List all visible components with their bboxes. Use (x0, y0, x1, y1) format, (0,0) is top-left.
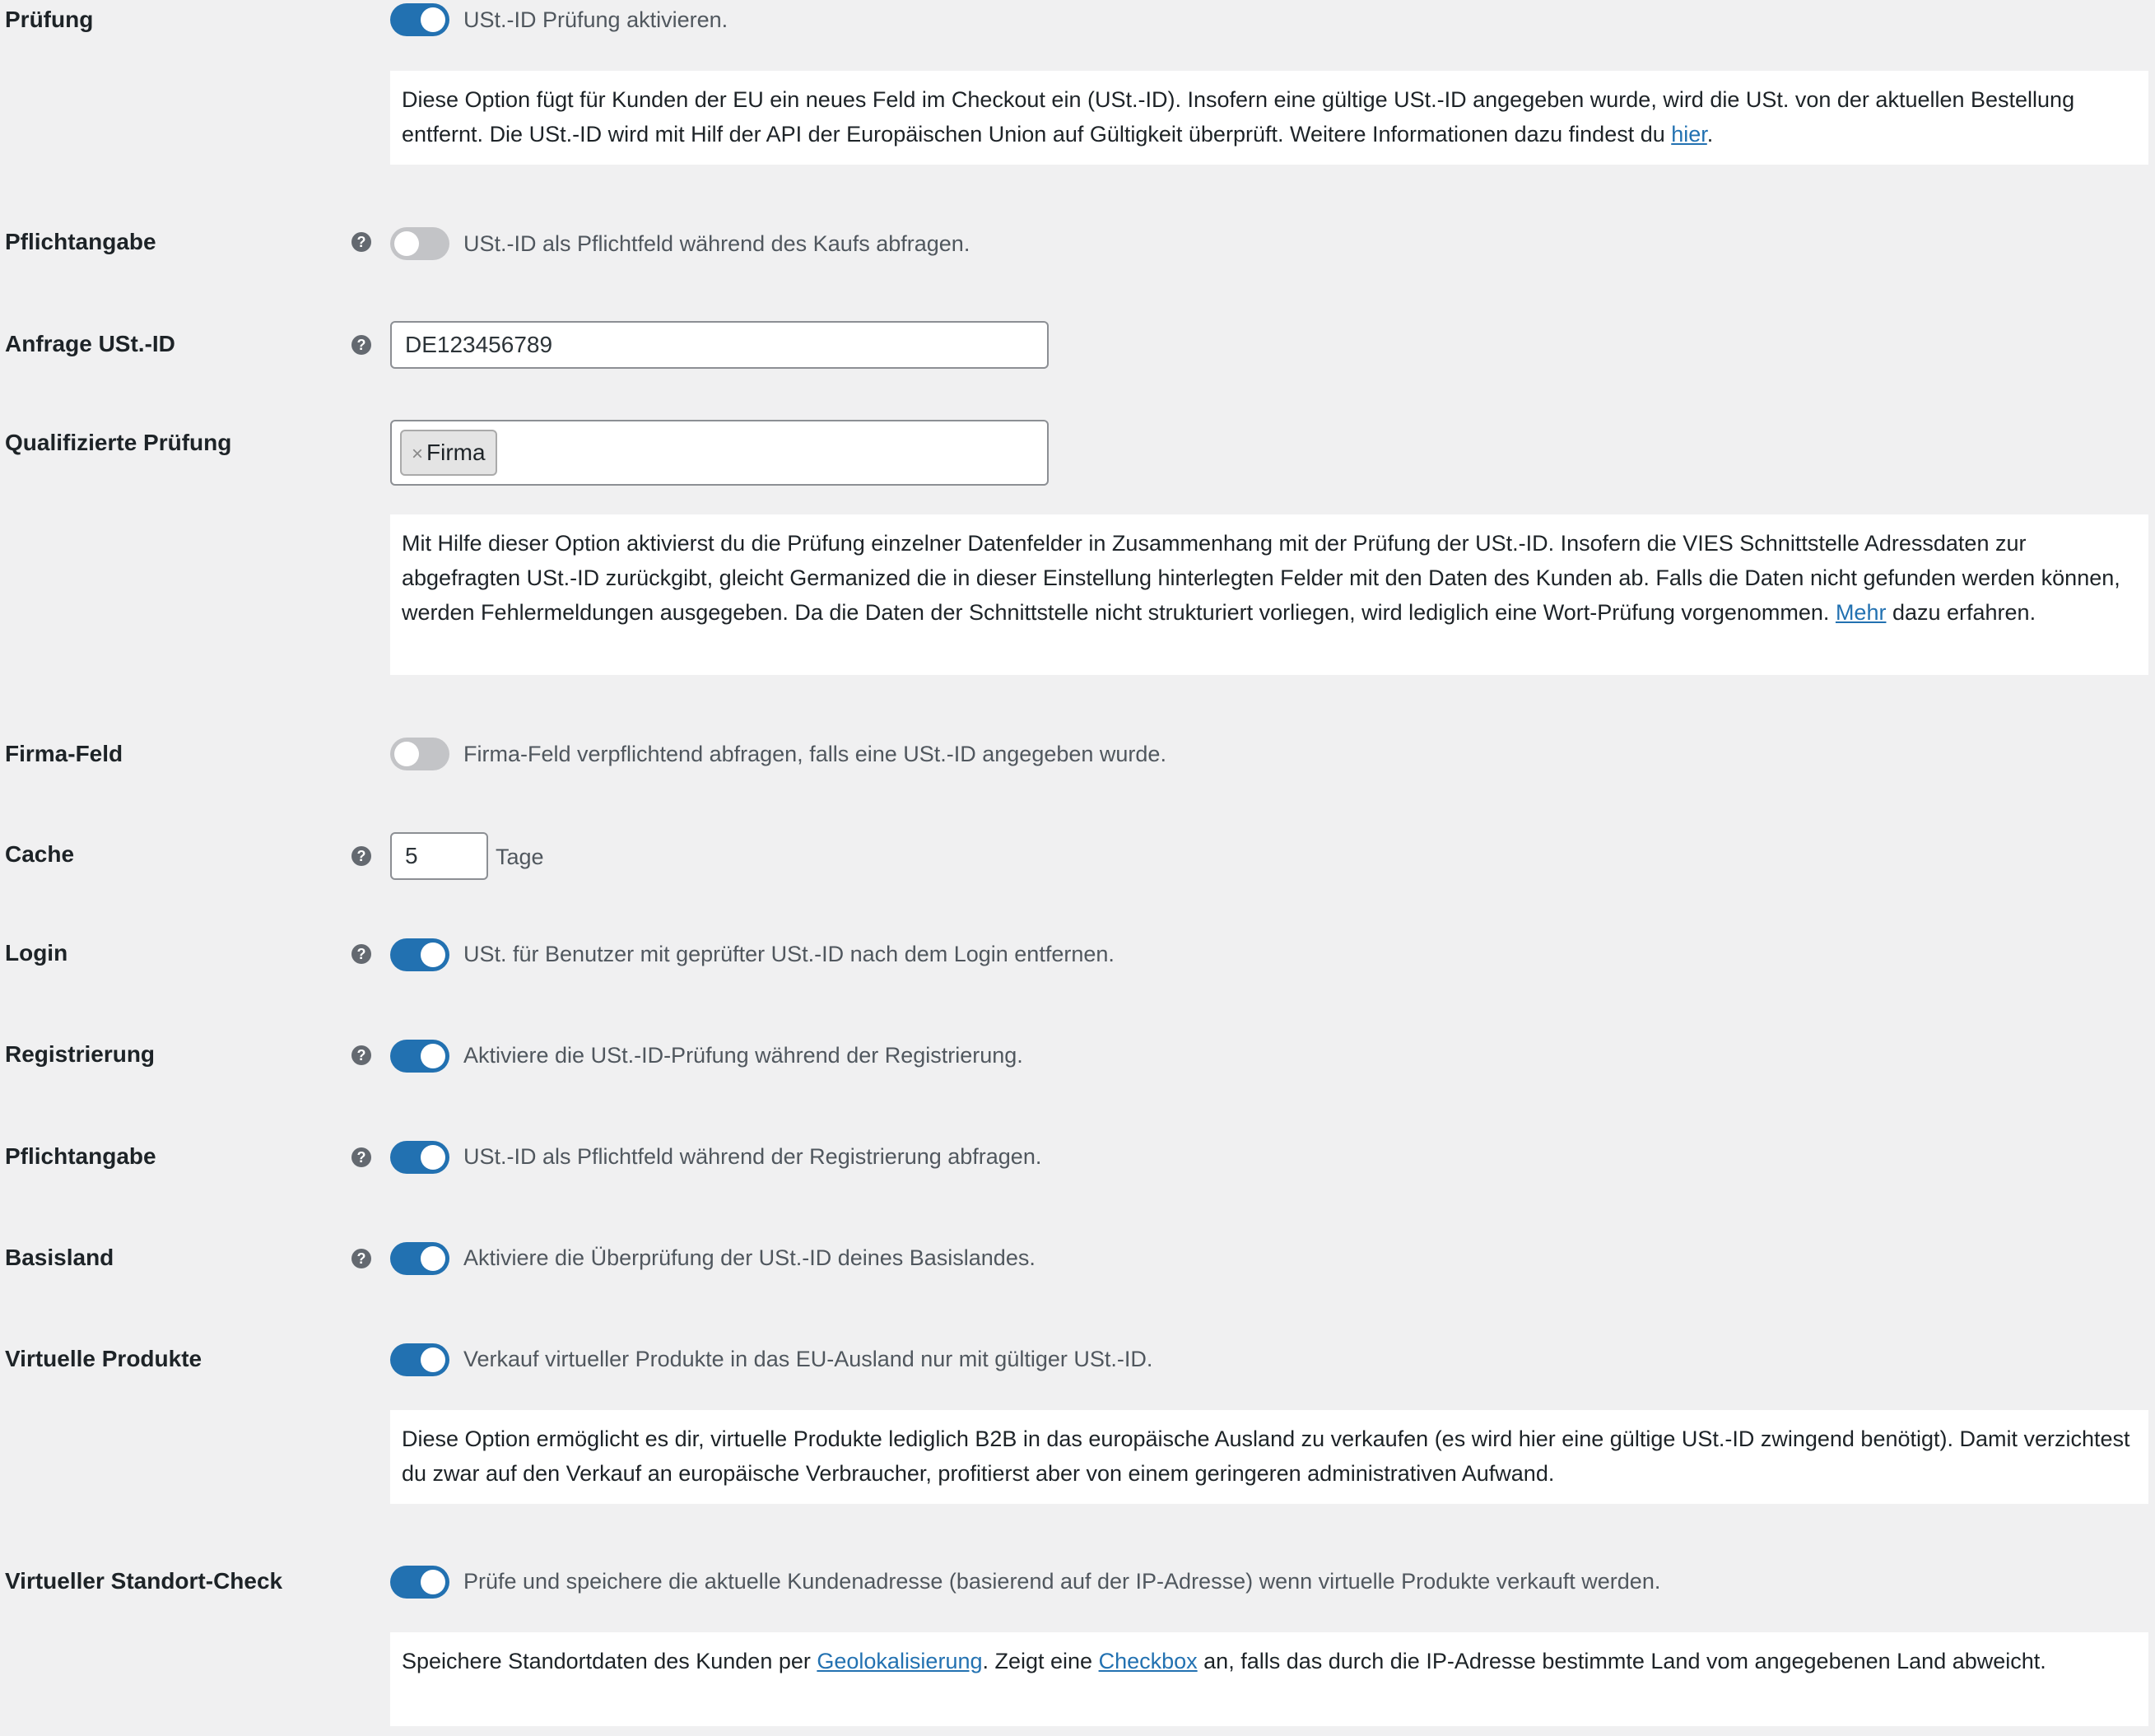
help-icon[interactable]: ? (351, 1045, 371, 1065)
toggle-virtuelle-produkte[interactable] (390, 1343, 449, 1376)
option-text-login: USt. für Benutzer mit geprüfter USt.-ID nach dem Login entfernen. (463, 942, 1115, 966)
toggle-firma-feld[interactable] (390, 738, 449, 770)
label-basisland: Basisland (5, 1245, 114, 1270)
chip-firma (400, 430, 497, 476)
toggle-knob (421, 942, 445, 967)
label-cache: Cache (5, 841, 75, 867)
help-icon[interactable]: ? (351, 846, 371, 866)
toggle-knob (421, 1347, 445, 1372)
toggle-knob (421, 1044, 445, 1068)
toggle-pruefung[interactable] (390, 3, 449, 36)
toggle-knob (394, 742, 419, 766)
description-text: . Zeigt eine (982, 1649, 1099, 1673)
description-end: . (1706, 122, 1714, 147)
description-text: Diese Option fügt für Kunden der EU ein neues Feld im Checkout ein (USt.-ID). Insofern eine gültige USt.-ID angegeben wurde, wird die USt. von der aktuellen Bestellung entfernt. Die USt.-ID wird mit Hilf der API der Europäischen Union auf Gültigkeit überprüft. Weitere Informationen dazu findest du (402, 87, 2075, 147)
link-checkbox[interactable]: Checkbox (1098, 1649, 1198, 1673)
help-icon[interactable]: ? (351, 1147, 371, 1167)
qualifizierte-pruefung-select[interactable] (390, 420, 1049, 486)
option-text-registrierung: Aktiviere die USt.-ID-Prüfung während der Registrierung. (463, 1043, 1023, 1068)
description-qualifizierte-pruefung (390, 514, 2148, 675)
toggle-knob (421, 7, 445, 32)
label-registrierung: Registrierung (5, 1041, 156, 1067)
description-text: Speichere Standortdaten des Kunden per (402, 1649, 817, 1673)
label-pruefung: Prüfung (5, 7, 94, 32)
label-pflichtangabe-registrierung: Pflichtangabe (5, 1143, 156, 1169)
link-geolokalisierung[interactable]: Geolokalisierung (817, 1649, 983, 1673)
cache-days-input[interactable] (390, 832, 488, 880)
remove-chip-icon[interactable]: × (412, 443, 424, 465)
cache-unit-label: Tage (496, 845, 544, 869)
label-firma-feld: Firma-Feld (5, 741, 123, 766)
toggle-basisland[interactable] (390, 1242, 449, 1275)
option-text-virtueller-standort-check: Prüfe und speichere die aktuelle Kundenadresse (basierend auf der IP-Adresse) wenn virtuelle Produkte verkauft werden. (463, 1569, 1661, 1594)
label-qualifizierte-pruefung: Qualifizierte Prüfung (5, 430, 232, 455)
option-text-pflichtangabe-registrierung: USt.-ID als Pflichtfeld während der Registrierung abfragen. (463, 1144, 1042, 1169)
toggle-registrierung[interactable] (390, 1040, 449, 1073)
description-text: Mit Hilfe dieser Option aktivierst du die Prüfung einzelner Datenfelder in Zusammenhang mit der Prüfung der USt.-ID. Insofern die VIES Schnittstelle Adressdaten zur abgefragten USt.-ID zurückgibt, gleicht Germanized die in dieser Einstellung hinterlegten Felder mit den Daten des Kunden ab. Falls die Daten nicht gefunden werden können, werden Fehlermeldungen ausgegeben. Da die Daten der Schnittstelle nicht strukturiert vorliegen, wird lediglich eine Wort-Prüfung vorgenommen. (402, 531, 2120, 625)
toggle-login[interactable] (390, 938, 449, 971)
option-text-virtuelle-produkte: Verkauf virtueller Produkte in das EU-Ausland nur mit gültiger USt.-ID. (463, 1347, 1153, 1371)
help-icon[interactable]: ? (351, 232, 371, 252)
description-text: an, falls das durch die IP-Adresse bestimmte Land vom angegebenen Land abweicht. (1197, 1649, 2046, 1673)
toggle-knob (421, 1246, 445, 1271)
toggle-pflichtangabe-kauf[interactable] (390, 227, 449, 260)
option-text-firma-feld: Firma-Feld verpflichtend abfragen, falls eine USt.-ID angegeben wurde. (463, 742, 1166, 766)
label-pflichtangabe-kauf: Pflichtangabe (5, 229, 156, 254)
option-text-pflichtangabe-kauf: USt.-ID als Pflichtfeld während des Kaufs abfragen. (463, 231, 970, 256)
label-login: Login (5, 940, 68, 966)
chip-label: Firma (426, 440, 486, 465)
toggle-virtueller-standort-check[interactable] (390, 1566, 449, 1599)
description-virtueller-standort-check (390, 1632, 2148, 1726)
help-icon[interactable]: ? (351, 335, 371, 355)
description-end: dazu erfahren. (1886, 600, 2036, 625)
description-virtuelle-produkte: Diese Option ermöglicht es dir, virtuelle Produkte lediglich B2B in das europäische Ausland zu verkaufen (es wird hier eine gültige USt.-ID zwingend benötigt). Damit verzichtest du zwar auf den Verkauf an europäische Verbraucher, profitierst aber von einem geringeren administrativen Aufwand. (390, 1410, 2148, 1504)
link-hier[interactable]: hier (1671, 122, 1707, 147)
label-anfrage-ustid: Anfrage USt.-ID (5, 331, 175, 356)
toggle-knob (421, 1145, 445, 1170)
help-icon[interactable]: ? (351, 944, 371, 964)
description-pruefung (390, 71, 2148, 165)
anfrage-ustid-input[interactable] (390, 321, 1049, 369)
help-icon[interactable]: ? (351, 1249, 371, 1268)
link-mehr[interactable]: Mehr (1835, 600, 1887, 625)
label-virtuelle-produkte: Virtuelle Produkte (5, 1346, 202, 1371)
toggle-knob (394, 231, 419, 256)
toggle-pflichtangabe-registrierung[interactable] (390, 1141, 449, 1174)
option-text-pruefung: USt.-ID Prüfung aktivieren. (463, 7, 728, 32)
option-text-basisland: Aktiviere die Überprüfung der USt.-ID deines Basislandes. (463, 1245, 1036, 1270)
label-virtueller-standort-check: Virtueller Standort-Check (5, 1568, 283, 1594)
toggle-knob (421, 1570, 445, 1594)
